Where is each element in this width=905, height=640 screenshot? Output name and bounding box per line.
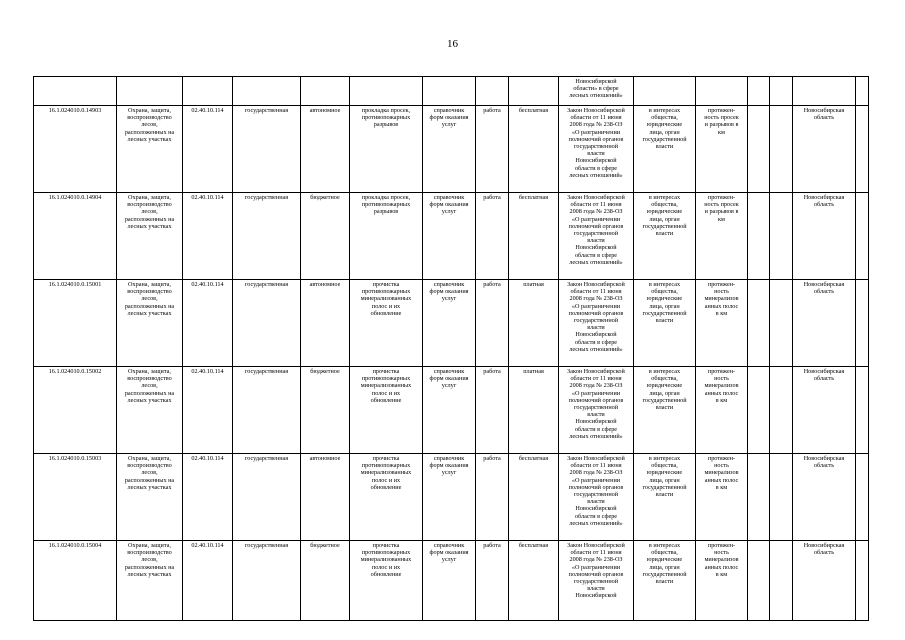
cell-law: Закон Новосибирской области от 11 июня 2008 года № 238-ОЗ «О разграничении полномочий органов государственной власти Новосибирской области в сфере лесных отношений»	[559, 367, 634, 454]
cell-kind: работа	[476, 367, 509, 454]
cell-okved: 02.40.10.114	[183, 367, 233, 454]
table-row	[34, 454, 869, 541]
cell-code: 16.1.024010.0.15003	[34, 454, 117, 541]
cell-form: справочник форм оказания услуг	[423, 193, 476, 280]
cell-empty	[770, 193, 793, 280]
cell-region: Новосибирская область	[793, 454, 856, 541]
cell-form: справочник форм оказания услуг	[423, 280, 476, 367]
cell-empty	[856, 106, 869, 193]
cell-payment: бесплатная	[509, 193, 559, 280]
table-row	[34, 367, 869, 454]
cell-consumers: в интересах общества, юридические лица, орган государственной власти	[634, 541, 696, 621]
cell-kind: работа	[476, 541, 509, 621]
cell-okved: 02.40.10.114	[183, 106, 233, 193]
cell-name: Охрана, защита, воспроизводство лесов, расположенных на лесных участках	[117, 106, 183, 193]
table-row	[34, 106, 869, 193]
cell-kind: работа	[476, 106, 509, 193]
cell-form: справочник форм оказания услуг	[423, 106, 476, 193]
cell-code: 16.1.024010.0.15001	[34, 280, 117, 367]
cell-consumers: в интересах общества, юридические лица, орган государственной власти	[634, 454, 696, 541]
cell-law: Закон Новосибирской области от 11 июня 2008 года № 238-ОЗ «О разграничении полномочий органов государственной власти Новосибирской области в сфере лесных отношений»	[559, 106, 634, 193]
cell-region: Новосибирская область	[793, 280, 856, 367]
table-row	[34, 193, 869, 280]
cell-payment: бесплатная	[509, 106, 559, 193]
cell-empty	[748, 367, 770, 454]
cell-kind: работа	[476, 454, 509, 541]
cell-ownership: государственная	[233, 541, 301, 621]
table-row	[34, 541, 869, 621]
cell-empty	[748, 106, 770, 193]
cell-empty	[748, 454, 770, 541]
cell-name: Охрана, защита, воспроизводство лесов, расположенных на лесных участках	[117, 193, 183, 280]
cell-name: Охрана, защита, воспроизводство лесов, расположенных на лесных участках	[117, 280, 183, 367]
cell-name: Охрана, защита, воспроизводство лесов, расположенных на лесных участках	[117, 367, 183, 454]
cell-ownership: государственная	[233, 367, 301, 454]
cell-empty	[748, 280, 770, 367]
cell-indicator	[696, 77, 748, 106]
cell-indicator: протяжен- ность просек и разрывов в км	[696, 106, 748, 193]
cell-form	[423, 77, 476, 106]
cell-inst-type: бюджетное	[301, 193, 350, 280]
cell-form: справочник форм оказания услуг	[423, 367, 476, 454]
cell-okved: 02.40.10.114	[183, 454, 233, 541]
cell-empty	[770, 541, 793, 621]
cell-form: справочник форм оказания услуг	[423, 454, 476, 541]
cell-ownership	[233, 77, 301, 106]
cell-okved: 02.40.10.114	[183, 193, 233, 280]
cell-empty	[770, 77, 793, 106]
cell-empty	[770, 106, 793, 193]
cell-law: Закон Новосибирской области от 11 июня 2008 года № 238-ОЗ «О разграничении полномочий органов государственной власти Новосибирской области в сфере лесных отношений»	[559, 454, 634, 541]
cell-indicator: протяжен- ность просек и разрывов в км	[696, 193, 748, 280]
cell-empty	[770, 454, 793, 541]
cell-code: 16.1.024010.0.15002	[34, 367, 117, 454]
cell-region: Новосибирская область	[793, 106, 856, 193]
cell-payment: бесплатная	[509, 541, 559, 621]
cell-payment: бесплатная	[509, 454, 559, 541]
cell-empty	[748, 77, 770, 106]
cell-name	[117, 77, 183, 106]
cell-law: Закон Новосибирской области от 11 июня 2008 года № 238-ОЗ «О разграничении полномочий органов государственной власти Новосибирской области в сфере лесных отношений»	[559, 193, 634, 280]
cell-region	[793, 77, 856, 106]
cell-consumers: в интересах общества, юридические лица, орган государственной власти	[634, 193, 696, 280]
cell-indicator: протяжен- ность минерализов анных полос в км	[696, 454, 748, 541]
cell-inst-type: бюджетное	[301, 367, 350, 454]
cell-name: Охрана, защита, воспроизводство лесов, расположенных на лесных участках	[117, 541, 183, 621]
cell-ownership: государственная	[233, 106, 301, 193]
cell-law: Закон Новосибирской области от 11 июня 2008 года № 238-ОЗ «О разграничении полномочий органов государственной власти Новосибирской	[559, 541, 634, 621]
table-row	[34, 280, 869, 367]
cell-consumers	[634, 77, 696, 106]
cell-empty	[856, 280, 869, 367]
cell-law: Новосибирской области» в сфере лесных отношений»	[559, 77, 634, 106]
cell-empty	[748, 193, 770, 280]
cell-payment: платная	[509, 367, 559, 454]
cell-content	[350, 77, 423, 106]
cell-law: Закон Новосибирской области от 11 июня 2008 года № 238-ОЗ «О разграничении полномочий органов государственной власти Новосибирской области в сфере лесных отношений»	[559, 280, 634, 367]
cell-okved	[183, 77, 233, 106]
cell-inst-type: бюджетное	[301, 541, 350, 621]
cell-empty	[770, 280, 793, 367]
cell-indicator: протяжен- ность минерализов анных полос в км	[696, 367, 748, 454]
cell-kind: работа	[476, 280, 509, 367]
cell-kind: работа	[476, 193, 509, 280]
cell-empty	[856, 77, 869, 106]
cell-indicator: протяжен- ность минерализов анных полос в км	[696, 541, 748, 621]
cell-empty	[856, 367, 869, 454]
cell-content: прочистка противопожарных минерализованных полос и их обновление	[350, 541, 423, 621]
cell-okved: 02.40.10.114	[183, 280, 233, 367]
cell-content: прочистка противопожарных минерализованных полос и их обновление	[350, 367, 423, 454]
cell-content: прочистка противопожарных минерализованных полос и их обновление	[350, 454, 423, 541]
cell-code: 16.1.024010.0.15004	[34, 541, 117, 621]
cell-name: Охрана, защита, воспроизводство лесов, расположенных на лесных участках	[117, 454, 183, 541]
cell-consumers: в интересах общества, юридические лица, орган государственной власти	[634, 280, 696, 367]
cell-inst-type	[301, 77, 350, 106]
cell-ownership: государственная	[233, 193, 301, 280]
cell-payment: платная	[509, 280, 559, 367]
cell-ownership: государственная	[233, 454, 301, 541]
cell-kind	[476, 77, 509, 106]
cell-payment	[509, 77, 559, 106]
cell-empty	[856, 454, 869, 541]
cell-indicator: протяжен- ность минерализов анных полос в км	[696, 280, 748, 367]
cell-consumers: в интересах общества, юридические лица, орган государственной власти	[634, 367, 696, 454]
cell-empty	[770, 367, 793, 454]
cell-content: прокладка просек, противопожарных разрывов	[350, 193, 423, 280]
cell-content: прочистка противопожарных минерализованных полос и их обновление	[350, 280, 423, 367]
cell-empty	[856, 193, 869, 280]
cell-empty	[748, 541, 770, 621]
services-register-table	[33, 76, 869, 621]
cell-ownership: государственная	[233, 280, 301, 367]
cell-inst-type: автономное	[301, 280, 350, 367]
cell-empty	[856, 541, 869, 621]
cell-okved: 02.40.10.114	[183, 541, 233, 621]
cell-content: прокладка просек, противопожарных разрывов	[350, 106, 423, 193]
page-number: 16	[447, 38, 458, 50]
cell-code: 16.1.024010.0.14903	[34, 106, 117, 193]
cell-code	[34, 77, 117, 106]
cell-code: 16.1.024010.0.14904	[34, 193, 117, 280]
cell-form: справочник форм оказания услуг	[423, 541, 476, 621]
cell-consumers: в интересах общества, юридические лица, орган государственной власти	[634, 106, 696, 193]
cell-region: Новосибирская область	[793, 193, 856, 280]
cell-region: Новосибирская область	[793, 541, 856, 621]
cell-region: Новосибирская область	[793, 367, 856, 454]
cell-inst-type: автономное	[301, 454, 350, 541]
cell-inst-type: автономное	[301, 106, 350, 193]
continuation-row	[34, 77, 869, 106]
